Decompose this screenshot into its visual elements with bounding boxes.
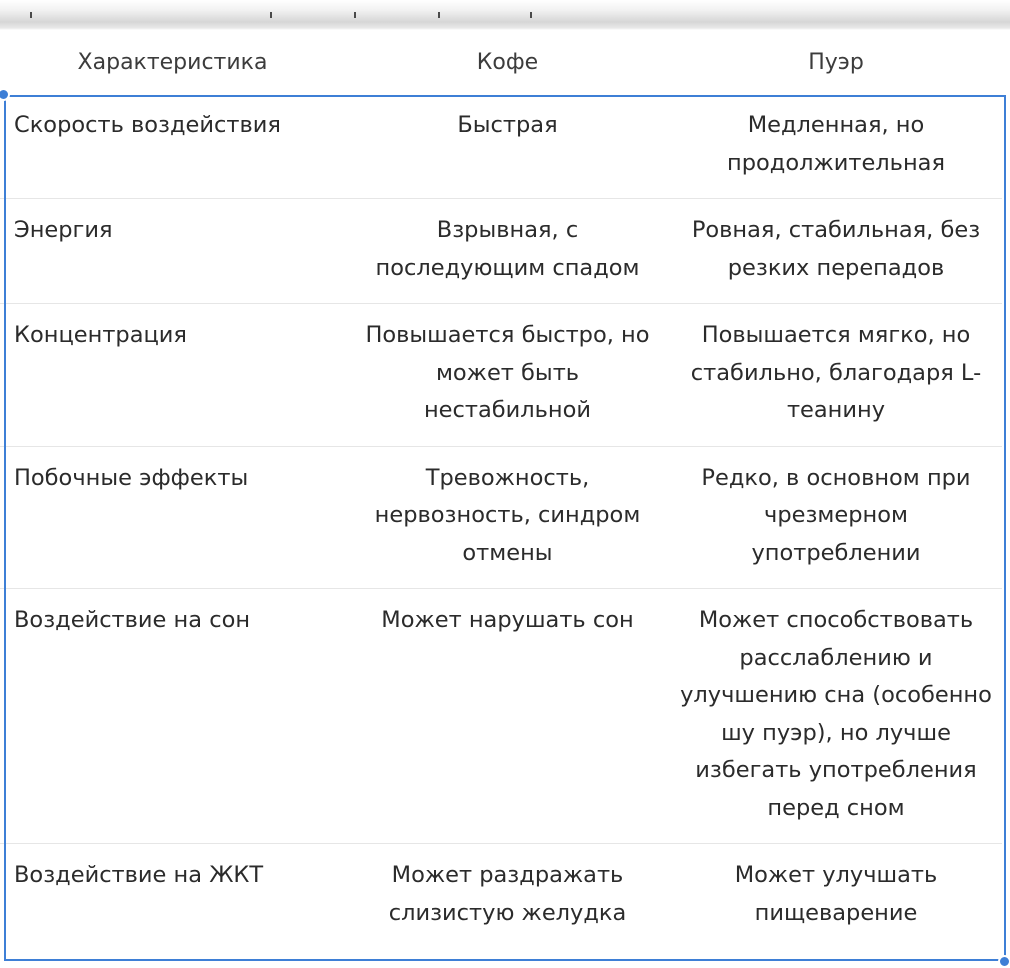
row-puer-value: Может способствовать расслаблению и улучшению сна (особенно шу пуэр), но лучше избегать употребления перед сном <box>670 589 1002 844</box>
selection-handle-bottom-right[interactable] <box>998 955 1010 968</box>
row-coffee-value: Взрывная, с последующим спадом <box>345 199 670 304</box>
row-puer-value: Повышается мягко, но стабильно, благодаря L-теанину <box>670 304 1002 447</box>
row-characteristic: Побочные эффекты <box>0 446 345 589</box>
scroll-edge-mark <box>30 12 32 18</box>
row-coffee-value: Быстрая <box>345 94 670 199</box>
table-row <box>0 199 1002 304</box>
scroll-edge-mark <box>438 12 440 18</box>
header-characteristic: Характеристика <box>77 49 268 75</box>
row-puer-value: Редко, в основном при чрезмерном употреблении <box>670 446 1002 589</box>
table-row <box>0 94 1002 199</box>
row-coffee-value: Повышается быстро, но может быть нестабильной <box>345 304 670 447</box>
scroll-edge-mark <box>270 12 272 18</box>
scroll-edge-mark <box>354 12 356 18</box>
row-coffee-value: Может нарушать сон <box>345 589 670 844</box>
table-header-row <box>0 30 1002 94</box>
row-characteristic: Концентрация <box>0 304 345 447</box>
comparison-table-container <box>0 30 1010 948</box>
header-coffee: Кофе <box>476 49 539 75</box>
row-characteristic: Воздействие на ЖКТ <box>14 862 264 888</box>
table-row <box>0 589 1002 844</box>
row-coffee-value: Тревожность, нервозность, синдром отмены <box>345 446 670 589</box>
scroll-edge-mark <box>530 12 532 18</box>
row-characteristic: Энергия <box>0 199 345 304</box>
comparison-table[interactable] <box>0 30 1002 948</box>
table-row <box>0 844 1002 949</box>
cropped-top-bar <box>0 0 1010 30</box>
table-row <box>0 446 1002 589</box>
row-coffee-value: Может раздражать слизистую желудка <box>388 862 627 926</box>
table-row <box>0 304 1002 447</box>
row-puer-value: Медленная, но продолжительная <box>670 94 1002 199</box>
row-puer-value: Ровная, стабильная, без резких перепадов <box>670 199 1002 304</box>
row-puer-value: Может улучшать пищеварение <box>734 862 938 926</box>
header-puer: Пуэр <box>808 49 864 75</box>
row-characteristic: Скорость воздействия <box>0 94 345 199</box>
row-characteristic: Воздействие на сон <box>0 589 345 844</box>
